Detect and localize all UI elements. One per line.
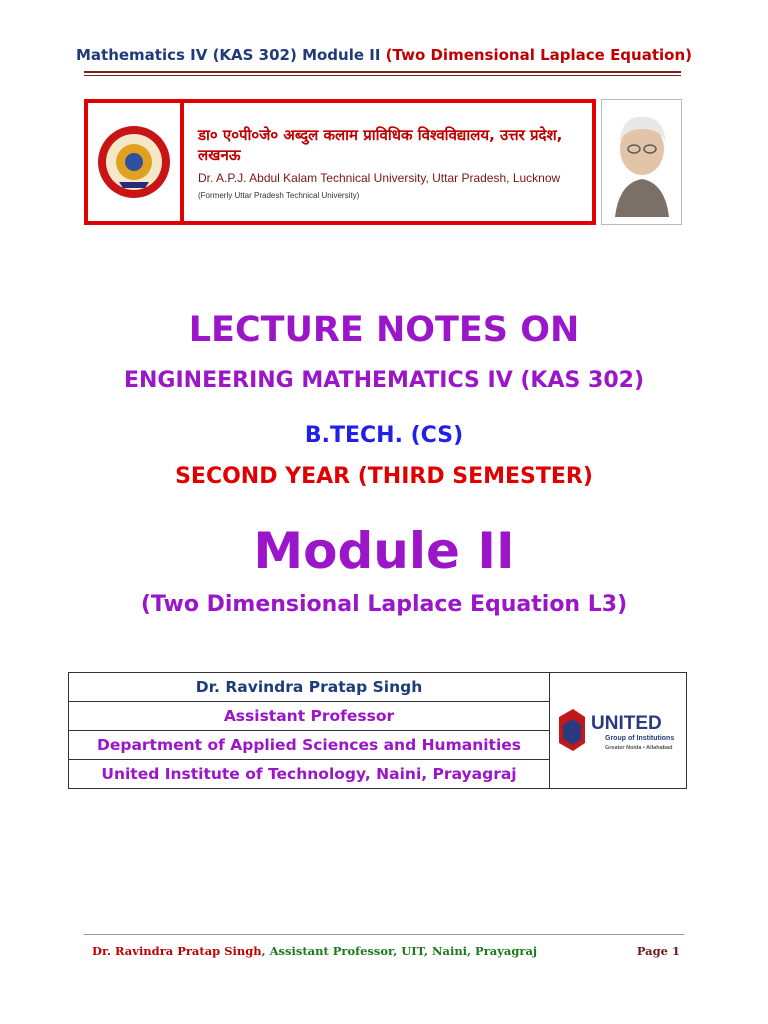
logo-brand-text: UNITED xyxy=(591,712,662,734)
module-heading: Module II xyxy=(253,522,515,580)
year-heading: SECOND YEAR (THIRD SEMESTER) xyxy=(175,464,593,489)
header-rule-thin xyxy=(84,75,681,76)
logo-tagline-text: Group of Institutions xyxy=(605,734,675,742)
header-topic: (Two Dimensional Laplace Equation) xyxy=(385,46,692,64)
footer-author-details: , Assistant Professor, UIT, Naini, Prayagraj xyxy=(261,944,538,958)
university-seal xyxy=(88,103,184,221)
author-table xyxy=(68,672,687,789)
footer-rule xyxy=(84,934,684,935)
university-former-name: (Formerly Uttar Pradesh Technical University) xyxy=(198,191,360,200)
page-footer xyxy=(92,944,680,958)
institute-logo xyxy=(550,673,687,789)
course-heading: B.TECH. (CS) xyxy=(304,423,464,448)
footer-author-name: Dr. Ravindra Pratap Singh xyxy=(92,944,262,958)
university-name-english: Dr. A.P.J. Abdul Kalam Technical University, Uttar Pradesh, Lucknow xyxy=(198,171,561,185)
lecture-notes-heading: LECTURE NOTES ON xyxy=(188,310,580,350)
author-name: Dr. Ravindra Pratap Singh xyxy=(69,673,550,702)
logo-cities-text: Greater Noida • Allahabad xyxy=(605,744,673,751)
topic-heading: (Two Dimensional Laplace Equation L3) xyxy=(140,592,628,617)
university-banner xyxy=(84,99,596,225)
author-department: Department of Applied Sciences and Humanities xyxy=(69,731,550,760)
university-name-hindi: डा० ए०पी०जे० अब्दुल कलाम प्राविधिक विश्वविद्यालय, उत्तर प्रदेश, लखनऊ xyxy=(198,126,563,164)
united-logo-icon xyxy=(553,699,683,759)
header-rule xyxy=(84,71,681,73)
author-institute: United Institute of Technology, Naini, Prayagraj xyxy=(69,760,550,789)
university-name-block xyxy=(198,125,592,200)
page-header xyxy=(0,46,768,64)
page-number: Page 1 xyxy=(636,944,680,958)
subject-heading: ENGINEERING MATHEMATICS IV (KAS 302) xyxy=(123,368,644,393)
header-course-title: Mathematics IV (KAS 302) Module II xyxy=(75,46,386,64)
portrait-icon xyxy=(607,107,677,217)
author-designation: Assistant Professor xyxy=(69,702,550,731)
portrait-photo xyxy=(601,99,682,225)
university-seal-icon xyxy=(95,112,173,212)
